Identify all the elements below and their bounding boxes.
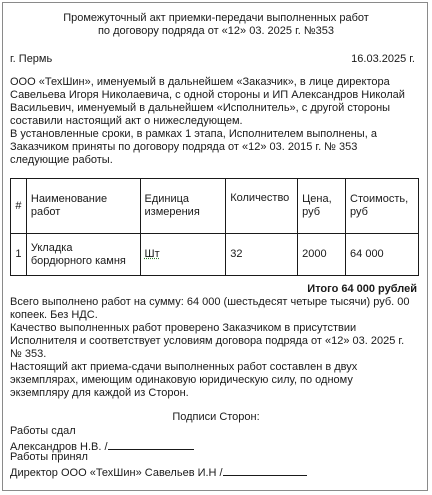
- handed-signature-blank: [108, 438, 194, 450]
- summary-line: Всего выполнено работ на сумму: 64 000 (шестьдесят четыре тысячи) руб. 00: [10, 296, 410, 308]
- header-name-line1: Наименование: [30, 193, 108, 205]
- intro-line: Заказчиком приняты по договору подряда от «12» 03. 2015 г. № 353: [10, 141, 358, 153]
- total-line: Итого 64 000 рублей: [307, 283, 417, 295]
- doc-title-line2: по договору подряда от «12» 03. 2025 г. №353: [97, 25, 335, 37]
- header-price-line2: руб: [302, 206, 321, 218]
- table-row: [11, 234, 419, 276]
- header-cost-line2: руб: [350, 206, 368, 218]
- date: 16.03.2025 г.: [351, 53, 415, 65]
- handed-name: Александров Н.В. /: [10, 441, 108, 453]
- cell-name-line2: бордюрного камня: [30, 254, 126, 267]
- cell-name-line1: Укладка: [30, 241, 73, 254]
- document-page: [2, 2, 428, 491]
- accepted-label: Работы принял: [10, 451, 88, 463]
- header-unit-line1: Единица: [144, 193, 190, 205]
- header-unit-line2: измерения: [144, 206, 200, 218]
- summary-line: Настоящий акт приема-сдачи выполненных работ составлен в двух: [10, 361, 358, 373]
- header-qty: Количество: [226, 179, 298, 234]
- header-name-line2: работ: [30, 206, 61, 218]
- summary-line: № 353.: [10, 348, 47, 360]
- intro-line: В установленные сроки, в рамках 1 этапа, Исполнителем выполнены, а: [10, 128, 377, 140]
- cell-num: 1: [11, 234, 27, 276]
- place: г. Пермь: [10, 53, 53, 65]
- header-price: [298, 179, 346, 234]
- header-cost: [346, 179, 419, 234]
- header-name: [26, 179, 140, 234]
- accepted-signature-blank: [223, 464, 307, 476]
- intro-line: следующие работы.: [10, 154, 113, 166]
- accepted-name: Директор ООО «ТехШин» Савельев И.Н /: [10, 467, 223, 479]
- header-cost-line1: Стоимость,: [350, 193, 409, 205]
- summary-line: копеек. Без НДС.: [10, 309, 98, 321]
- summary-line: экземпляру для каждой из Сторон.: [10, 387, 189, 399]
- header-unit: [140, 179, 226, 234]
- intro-line: Савельева Игоря Николаевича, с одной стороны и ИП Александров Николай: [10, 89, 405, 101]
- signatures-title: Подписи Сторон:: [172, 411, 260, 423]
- intro-line: ООО «ТехШин», именуемый в дальнейшем «Заказчик», в лице директора: [10, 76, 390, 88]
- accepted-signature-line: [10, 464, 307, 480]
- doc-title-line1: Промежуточный акт приемки-передачи выполненных работ: [63, 12, 369, 24]
- cell-unit: Шт: [140, 234, 226, 276]
- works-table: [10, 178, 419, 276]
- summary-line: Исполнителя и соответствует условиям договора подряда от «12» 03. 2025 г.: [10, 335, 405, 347]
- header-num: #: [11, 179, 27, 234]
- cell-cost: 64 000: [346, 234, 419, 276]
- summary-line: экземплярах, имеющим одинаковую юридическую силу, по одному: [10, 374, 353, 386]
- cell-name: [26, 234, 140, 276]
- intro-line: составили настоящий акт о нижеследующем.: [10, 115, 243, 127]
- summary-line: Качество выполненных работ проверено Заказчиком в присутствии: [10, 322, 357, 334]
- intro-line: Васильевич, именуемый в дальнейшем «Исполнитель», с другой стороны: [10, 102, 391, 114]
- cell-price: 2000: [298, 234, 346, 276]
- handed-label: Работы сдал: [10, 425, 76, 437]
- cell-qty: 32: [226, 234, 298, 276]
- table-header-row: [11, 179, 419, 234]
- header-price-line1: Цена,: [302, 193, 332, 205]
